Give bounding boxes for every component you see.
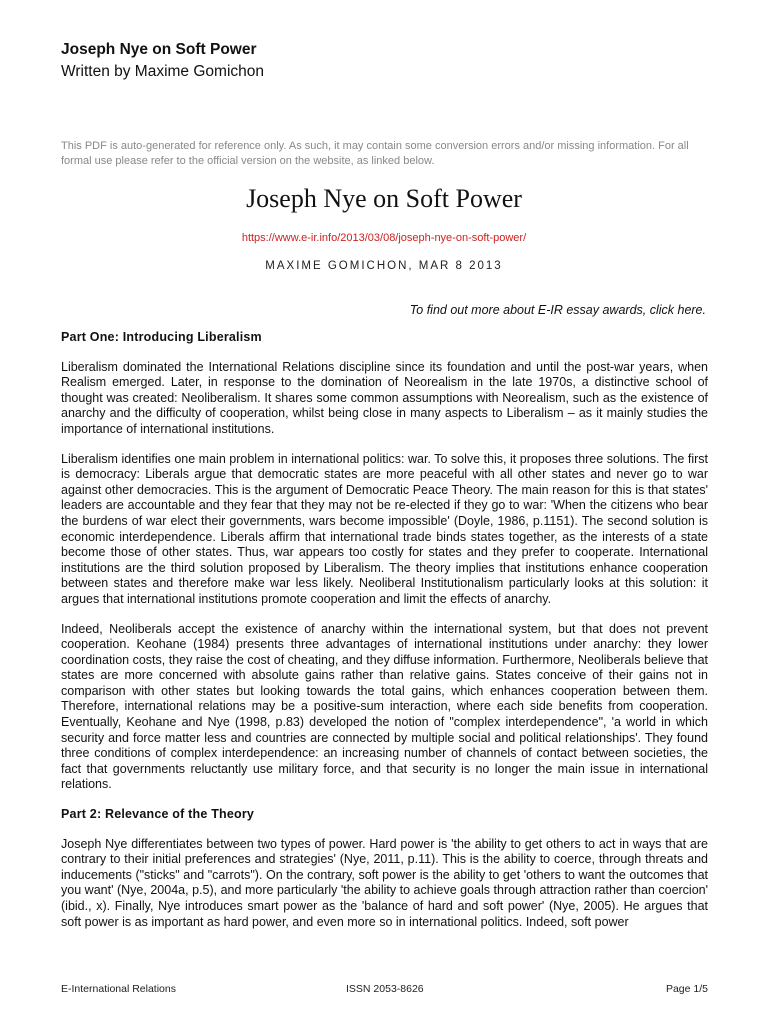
paragraph: Liberalism identifies one main problem in international politics: war. To solve this, it proposes three solutions. The first is democracy: Liberals argue that democratic states are more peaceful with all other states and never go to war against other democracies. This is the argument of Democratic Peace Theory. The main reason for this is that states' leaders are accountable and they fear that they may not be re-elected if they go to war: 'When the citizens who bear the burdens of war elect their governments, wars become impossible' (Doyle, 1986, p.1151). The second solution is economic interdependence. Liberals affirm that international trade binds states together, as the interests of a state become those of other states. Thus, war appears too costly for states and they prefer to cooperate. International institutions are the third solution proposed by Liberalism. The theory implies that institutions enhance cooperation between states and therefore make war less likely. Neoliberal Institutionalism particularly looks at this solution: it argues that international institutions promote cooperation and limit the effects of anarchy. (61, 451, 708, 606)
footer-issn: ISSN 2053-8626 (346, 983, 424, 995)
footer-publisher: E-International Relations (61, 983, 176, 995)
page-footer (61, 983, 708, 999)
article-url-link[interactable]: https://www.e-ir.info/2013/03/08/joseph-nye-on-soft-power/ (241, 232, 527, 244)
article-title: Joseph Nye on Soft Power (246, 184, 522, 213)
header-title: Joseph Nye on Soft Power (61, 41, 257, 58)
paragraph: Indeed, Neoliberals accept the existence of anarchy within the international system, but that does not prevent cooperation. Keohane (1984) presents three advantages of international institutions under anarchy: they lower coordination costs, they raise the cost of cheating, and they diffuse information. Furthermore, Neoliberals believe that states are more concerned with absolute gains rather than relative gains. States conceive of their gains not in comparison with other states but looking towards the total gains, which enhances cooperation between them. Therefore, international relations may be a positive-sum interaction, where each side benefits from cooperation. Eventually, Keohane and Nye (1998, p.83) developed the notion of "complex interdependence", 'a world in which security and force matter less and countries are connected by multiple social and political relationships'. They found three conditions of complex interdependence: an increasing number of channels of contact between societies, the fact that governments reluctantly use military force, and that security is no longer the main issue in international relations. (61, 621, 708, 792)
article-byline: MAXIME GOMICHON, MAR 8 2013 (265, 260, 503, 272)
header-author: Written by Maxime Gomichon (61, 63, 264, 80)
section-heading: Part One: Introducing Liberalism (61, 330, 262, 344)
section-heading: Part 2: Relevance of the Theory (61, 807, 255, 822)
essay-awards-link[interactable]: To find out more about E-IR essay awards, click here. (409, 303, 706, 317)
article-body (61, 330, 708, 944)
paragraph: Liberalism dominated the International Relations discipline since its foundation and until the post-war years, when Realism emerged. Later, in response to the domination of Neorealism in the late 1970s, a distinctive school of thought was created: Neoliberalism. It shares some common assumptions with Neorealism, such as the existence of anarchy and the difficulty of cooperation, whilst being close in many aspects to Liberalism – as it mainly studies the importance of international institutions. (61, 359, 708, 436)
paragraph: Joseph Nye differentiates between two types of power. Hard power is 'the ability to get others to act in ways that are contrary to their initial preferences and strategies' (Nye, 2011, p.11). This is the ability to coerce, through threats and inducements ("sticks" and "carrots"). On the contrary, soft power is the ability to get 'others to want the outcomes that you want' (Nye, 2004a, p.5), and more particularly 'the ability to achieve goals through attraction rather than coercion' (ibid., x). Finally, Nye introduces smart power as the 'balance of hard and soft power' (Nye, 2005). He argues that soft power is as important as hard power, and even more so in international politics. Indeed, soft power (61, 836, 708, 929)
footer-page-number: Page 1/5 (665, 983, 708, 995)
auto-generated-notice: This PDF is auto-generated for reference only. As such, it may contain some conversion errors and/or missing information. For all formal use please refer to the official version on the website, as linked below. (61, 140, 689, 167)
